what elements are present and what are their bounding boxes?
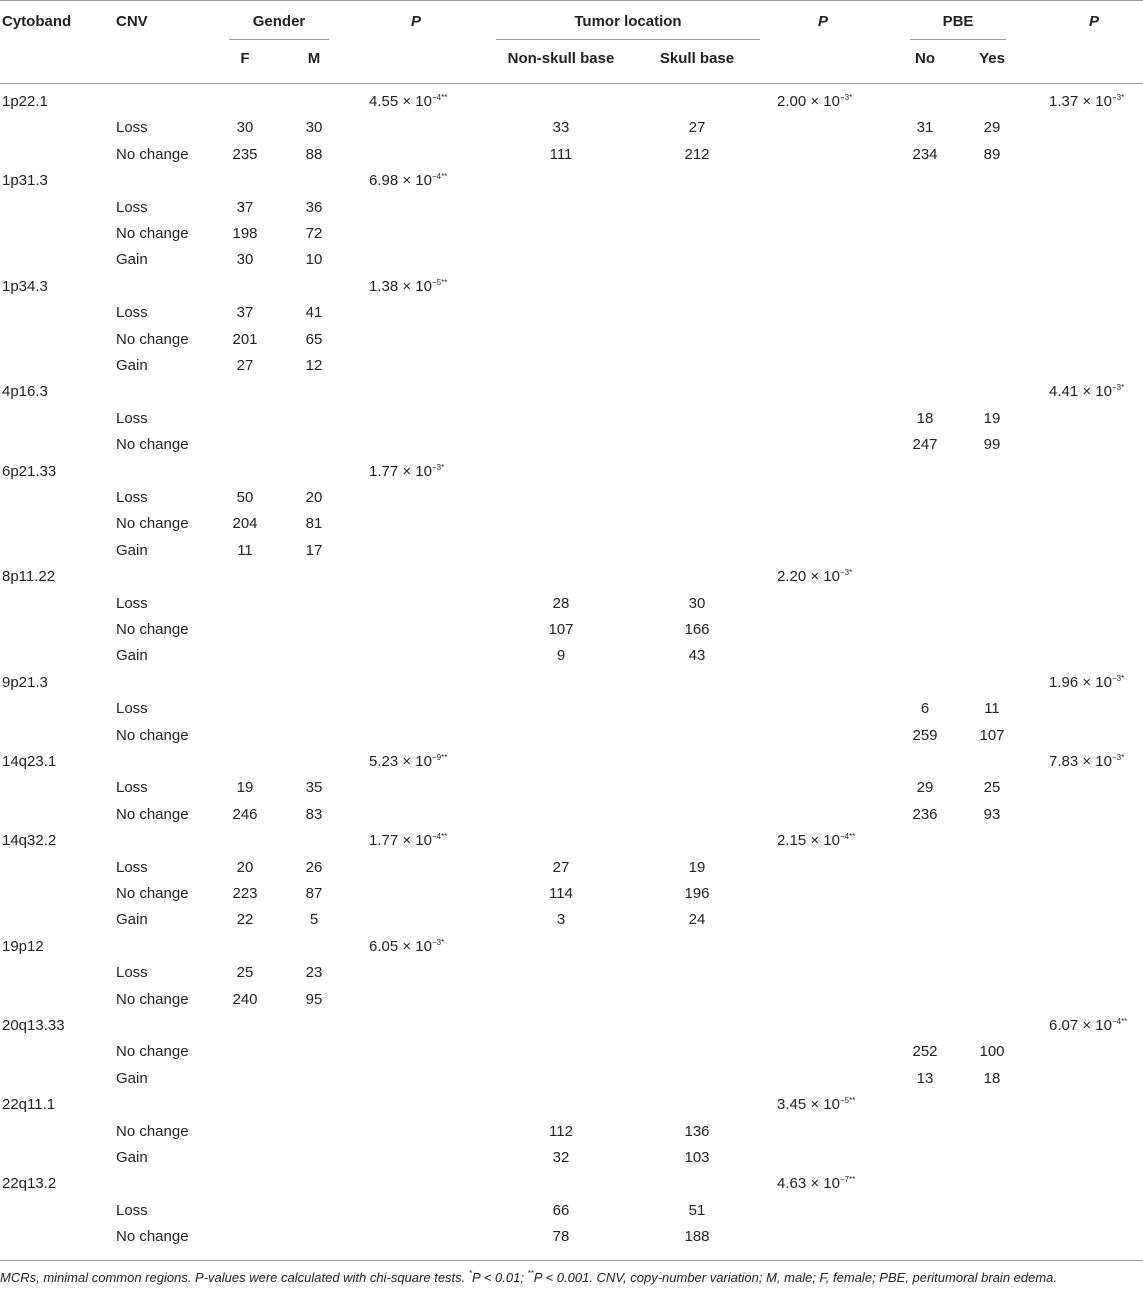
cnv-label: Gain <box>116 647 148 664</box>
cnv-label: Gain <box>116 251 148 268</box>
p-value <box>777 93 852 111</box>
count-f: 25 <box>236 964 254 981</box>
count-m: 35 <box>305 779 323 796</box>
header-p-gender: P <box>410 13 421 30</box>
count-nsb: 107 <box>548 621 574 638</box>
p-times-ten: × 10 <box>806 93 840 110</box>
count-m: 26 <box>305 859 323 876</box>
count-no: 18 <box>916 410 934 427</box>
cnv-label: No change <box>116 727 189 744</box>
cytoband-label: 19p12 <box>2 938 44 955</box>
p-significance: ** <box>849 1096 856 1105</box>
count-m: 41 <box>305 304 323 321</box>
p-exponent: −3 <box>839 568 850 577</box>
count-no: 252 <box>912 1043 938 1060</box>
count-sb: 24 <box>688 911 706 928</box>
p-value <box>777 1096 855 1114</box>
p-times-ten: × 10 <box>398 832 432 849</box>
count-yes: 19 <box>983 410 1001 427</box>
count-nsb: 9 <box>556 647 566 664</box>
count-nsb: 112 <box>549 1123 573 1140</box>
cnv-label: No change <box>116 436 189 453</box>
header-tumor-location: Tumor location <box>574 13 682 30</box>
count-nsb: 114 <box>549 885 573 902</box>
p-value <box>369 463 444 481</box>
count-f: 22 <box>236 911 254 928</box>
p-significance: * <box>441 938 445 947</box>
count-f: 50 <box>236 489 254 506</box>
cytoband-label: 22q11.1 <box>2 1096 56 1113</box>
p-exponent: −4 <box>1111 1017 1122 1026</box>
p-value <box>369 753 447 771</box>
cnv-label: Loss <box>116 700 148 717</box>
cnv-label: No change <box>116 806 189 823</box>
p-significance: ** <box>441 753 448 762</box>
count-f: 246 <box>232 806 258 823</box>
cytoband-label: 1p22.1 <box>2 93 48 110</box>
count-yes: 18 <box>983 1070 1001 1087</box>
p-value <box>1049 753 1124 771</box>
p-times-ten: × 10 <box>398 172 432 189</box>
p-mantissa: 6.05 <box>369 938 399 955</box>
count-f: 204 <box>232 515 258 532</box>
p-times-ten: × 10 <box>1078 1017 1112 1034</box>
footnote-symbol-single: * <box>468 1269 473 1278</box>
count-m: 17 <box>305 542 323 559</box>
count-no: 6 <box>920 700 930 717</box>
p-significance: * <box>1121 93 1125 102</box>
count-no: 31 <box>916 119 934 136</box>
p-times-ten: × 10 <box>398 753 432 770</box>
count-yes: 93 <box>983 806 1001 823</box>
cnv-label: Loss <box>116 304 148 321</box>
p-exponent: −3 <box>431 938 442 947</box>
cnv-label: Loss <box>116 1202 148 1219</box>
count-no: 13 <box>916 1070 934 1087</box>
cnv-label: No change <box>116 1228 189 1245</box>
p-exponent: −4 <box>431 172 442 181</box>
bottom-rule <box>0 1260 1143 1261</box>
p-times-ten: × 10 <box>1078 383 1112 400</box>
cnv-label: No change <box>116 885 189 902</box>
p-mantissa: 1.77 <box>369 832 399 849</box>
count-yes: 99 <box>983 436 1001 453</box>
count-m: 72 <box>305 225 323 242</box>
p-value <box>369 93 447 111</box>
p-exponent: −3 <box>1111 383 1122 392</box>
count-m: 87 <box>305 885 323 902</box>
count-f: 37 <box>236 199 254 216</box>
p-significance: * <box>1121 753 1125 762</box>
cytoband-label: 6p21.33 <box>2 463 57 480</box>
p-significance: ** <box>441 278 448 287</box>
cnv-label: Gain <box>116 1149 148 1166</box>
p-value <box>1049 93 1124 111</box>
cnv-label: Loss <box>116 595 148 612</box>
p-significance: ** <box>849 832 856 841</box>
count-sb: 30 <box>688 595 706 612</box>
header-pbe: PBE <box>942 13 974 30</box>
footnote <box>0 1270 1143 1286</box>
cnv-label: No change <box>116 621 189 638</box>
cytoband-label: 8p11.22 <box>2 568 56 585</box>
count-nsb: 27 <box>552 859 570 876</box>
p-mantissa: 1.37 <box>1049 93 1079 110</box>
count-sb: 103 <box>684 1149 710 1166</box>
p-significance: ** <box>849 1175 856 1184</box>
gender-span-rule <box>229 39 329 40</box>
p-significance: * <box>1121 674 1125 683</box>
count-m: 30 <box>305 119 323 136</box>
count-f: 201 <box>232 331 258 348</box>
header-yes: Yes <box>979 50 1005 67</box>
p-exponent: −5 <box>431 278 442 287</box>
count-m: 10 <box>305 251 323 268</box>
top-rule <box>0 0 1143 1</box>
count-m: 5 <box>309 911 319 928</box>
p-exponent: −4 <box>839 832 850 841</box>
cnv-label: Loss <box>116 410 148 427</box>
p-exponent: −3 <box>1111 753 1122 762</box>
count-no: 236 <box>912 806 938 823</box>
p-mantissa: 4.55 <box>369 93 399 110</box>
count-f: 37 <box>236 304 254 321</box>
cnv-label: Gain <box>116 357 148 374</box>
count-m: 36 <box>305 199 323 216</box>
header-p-pbe: P <box>1088 13 1099 30</box>
p-exponent: −3 <box>1111 93 1122 102</box>
cnv-label: No change <box>116 331 189 348</box>
count-sb: 51 <box>688 1202 706 1219</box>
count-m: 23 <box>305 964 323 981</box>
p-mantissa: 2.00 <box>777 93 807 110</box>
count-m: 20 <box>305 489 323 506</box>
count-nsb: 78 <box>552 1228 570 1245</box>
p-significance: * <box>441 463 445 472</box>
cnv-label: Loss <box>116 119 148 136</box>
cnv-label: No change <box>116 515 189 532</box>
count-f: 27 <box>236 357 254 374</box>
p-exponent: −3 <box>839 93 850 102</box>
count-f: 198 <box>232 225 258 242</box>
count-f: 240 <box>232 991 258 1008</box>
p-times-ten: × 10 <box>806 832 840 849</box>
count-nsb: 28 <box>552 595 570 612</box>
count-sb: 212 <box>684 146 710 163</box>
count-sb: 19 <box>688 859 706 876</box>
p-exponent: −7 <box>839 1175 850 1184</box>
p-mantissa: 7.83 <box>1049 753 1079 770</box>
cnv-label: Loss <box>116 779 148 796</box>
p-mantissa: 2.15 <box>777 832 807 849</box>
cytoband-label: 22q13.2 <box>2 1175 57 1192</box>
cytoband-label: 1p31.3 <box>2 172 48 189</box>
p-significance: ** <box>441 93 448 102</box>
cnv-label: Gain <box>116 1070 148 1087</box>
header-p-location: P <box>817 13 828 30</box>
p-mantissa: 6.07 <box>1049 1017 1079 1034</box>
count-sb: 43 <box>688 647 706 664</box>
p-times-ten: × 10 <box>398 463 432 480</box>
p-exponent: −9 <box>431 753 442 762</box>
cnv-label: No change <box>116 1123 189 1140</box>
p-mantissa: 2.20 <box>777 568 807 585</box>
count-nsb: 3 <box>556 911 566 928</box>
header-skull-base: Skull base <box>659 50 735 67</box>
count-nsb: 32 <box>552 1149 570 1166</box>
p-times-ten: × 10 <box>398 93 432 110</box>
pbe-span-rule <box>910 39 1006 40</box>
cnv-label: Gain <box>116 911 148 928</box>
count-yes: 29 <box>983 119 1001 136</box>
count-f: 19 <box>236 779 254 796</box>
count-sb: 196 <box>684 885 710 902</box>
cnv-label: Loss <box>116 859 148 876</box>
p-value <box>369 172 447 190</box>
count-m: 95 <box>305 991 323 1008</box>
count-yes: 11 <box>984 700 1000 717</box>
cytoband-label: 4p16.3 <box>2 383 48 400</box>
header-f: F <box>240 50 250 67</box>
cytoband-label: 20q13.33 <box>2 1017 65 1034</box>
cnv-label: Gain <box>116 542 148 559</box>
p-times-ten: × 10 <box>1078 753 1112 770</box>
p-value <box>369 278 447 296</box>
p-mantissa: 1.96 <box>1049 674 1079 691</box>
cytoband-label: 14q32.2 <box>2 832 57 849</box>
header-m: M <box>307 50 321 67</box>
p-mantissa: 1.77 <box>369 463 399 480</box>
count-m: 65 <box>305 331 323 348</box>
p-times-ten: × 10 <box>806 1096 840 1113</box>
count-yes: 100 <box>979 1043 1005 1060</box>
p-value <box>1049 383 1124 401</box>
count-m: 88 <box>305 146 323 163</box>
count-m: 12 <box>305 357 323 374</box>
p-mantissa: 6.98 <box>369 172 399 189</box>
p-times-ten: × 10 <box>398 278 432 295</box>
p-value <box>1049 1017 1127 1035</box>
header-bottom-rule <box>0 83 1143 84</box>
count-f: 20 <box>236 859 254 876</box>
header-no: No <box>915 50 935 67</box>
count-nsb: 111 <box>549 146 573 163</box>
p-times-ten: × 10 <box>806 1175 840 1192</box>
p-significance: * <box>1121 383 1125 392</box>
p-significance: * <box>849 568 853 577</box>
header-non-skull-base: Non-skull base <box>507 50 615 67</box>
count-nsb: 66 <box>552 1202 570 1219</box>
p-mantissa: 4.41 <box>1049 383 1079 400</box>
p-exponent: −4 <box>431 832 442 841</box>
p-value <box>777 568 852 586</box>
footnote-symbol-double: ** <box>527 1269 534 1278</box>
p-mantissa: 3.45 <box>777 1096 807 1113</box>
footnote-text: P < 0.001. CNV, copy-number variation; M, male; F, female; PBE, peritumoral brain edema. <box>533 1270 1058 1285</box>
count-sb: 136 <box>684 1123 710 1140</box>
count-m: 83 <box>305 806 323 823</box>
cnv-label: Loss <box>116 199 148 216</box>
cytoband-label: 1p34.3 <box>2 278 48 295</box>
p-mantissa: 4.63 <box>777 1175 807 1192</box>
p-value <box>777 1175 855 1193</box>
p-significance: ** <box>441 832 448 841</box>
p-exponent: −3 <box>1111 674 1122 683</box>
count-sb: 188 <box>684 1228 710 1245</box>
cnv-label: No change <box>116 146 189 163</box>
cnv-label: No change <box>116 1043 189 1060</box>
count-no: 234 <box>912 146 938 163</box>
count-yes: 107 <box>979 727 1005 744</box>
p-significance: * <box>849 93 853 102</box>
p-value <box>369 832 447 850</box>
count-yes: 89 <box>983 146 1001 163</box>
header-cnv: CNV <box>116 13 148 30</box>
p-exponent: −4 <box>431 93 442 102</box>
count-sb: 27 <box>688 119 706 136</box>
p-mantissa: 5.23 <box>369 753 399 770</box>
count-nsb: 33 <box>552 119 570 136</box>
p-exponent: −5 <box>839 1096 850 1105</box>
cnv-label: No change <box>116 225 189 242</box>
cnv-label: Loss <box>116 964 148 981</box>
header-gender: Gender <box>252 13 306 30</box>
count-yes: 25 <box>983 779 1001 796</box>
p-times-ten: × 10 <box>806 568 840 585</box>
count-sb: 166 <box>684 621 710 638</box>
p-significance: ** <box>441 172 448 181</box>
p-exponent: −3 <box>431 463 442 472</box>
cnv-label: Loss <box>116 489 148 506</box>
count-no: 247 <box>912 436 938 453</box>
count-f: 235 <box>232 146 258 163</box>
count-f: 11 <box>237 542 253 559</box>
tumor-location-span-rule <box>496 39 760 40</box>
count-f: 223 <box>232 885 258 902</box>
p-value <box>1049 674 1124 692</box>
header-cytoband: Cytoband <box>2 13 72 30</box>
count-no: 29 <box>916 779 934 796</box>
count-no: 259 <box>912 727 938 744</box>
footnote-text: MCRs, minimal common regions. P-values were calculated with chi-square tests. <box>0 1270 469 1285</box>
cnv-label: No change <box>116 991 189 1008</box>
p-times-ten: × 10 <box>1078 93 1112 110</box>
count-f: 30 <box>236 251 254 268</box>
p-value <box>777 832 855 850</box>
p-times-ten: × 10 <box>1078 674 1112 691</box>
cytoband-label: 9p21.3 <box>2 674 48 691</box>
cytoband-label: 14q23.1 <box>2 753 57 770</box>
p-significance: ** <box>1121 1017 1128 1026</box>
p-value <box>369 938 444 956</box>
footnote-text: P < 0.01; <box>472 1270 528 1285</box>
count-f: 30 <box>236 119 254 136</box>
p-times-ten: × 10 <box>398 938 432 955</box>
p-mantissa: 1.38 <box>369 278 399 295</box>
count-m: 81 <box>305 515 323 532</box>
